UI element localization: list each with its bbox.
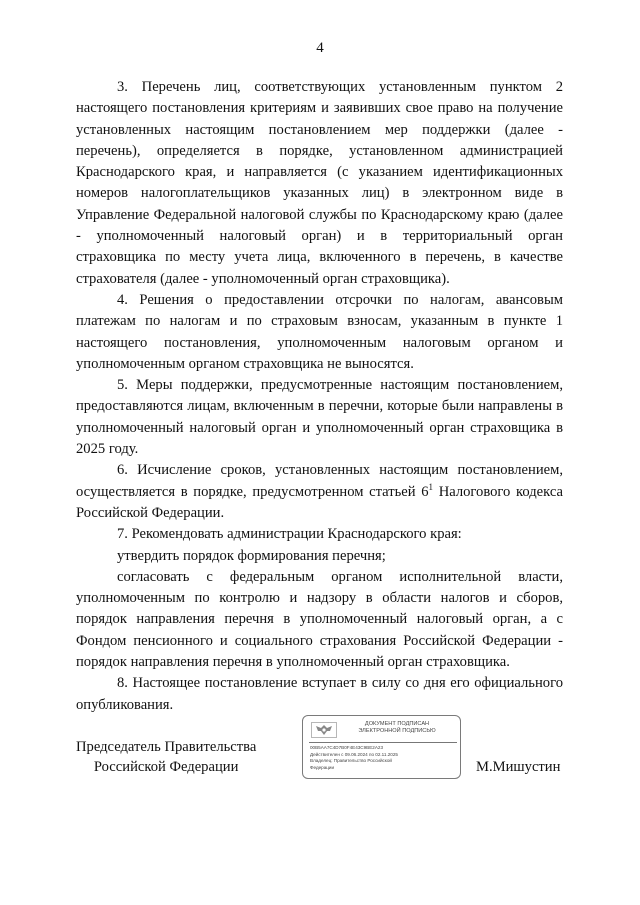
- stamp-owner-line-2: Федерации: [310, 764, 335, 770]
- paragraph-7: 7. Рекомендовать администрации Краснодарского края:: [117, 526, 462, 543]
- stamp-divider: [309, 742, 457, 743]
- stamp-title: [341, 721, 453, 735]
- stamp-details: [310, 745, 398, 771]
- signer-name: М.Мишустин: [476, 759, 561, 775]
- stamp-certificate: 00B5AA7C4D7B0F4E43C9BE2A23: [310, 745, 384, 750]
- document-body: [76, 77, 563, 716]
- signer-title-line-2: Российской Федерации: [93, 759, 239, 775]
- paragraph-6-text: 6. Исчисление сроков, установленных настоящим постановлением, осуществляется в порядке, предусмотренном статьей 6: [76, 462, 563, 500]
- paragraph-6-tail: Налогового кодекса Российской Федерации.: [76, 483, 563, 521]
- signer-title-line-1: Председатель Правительства: [76, 739, 257, 755]
- paragraph-7-item-1: утвердить порядок формирования перечня;: [117, 547, 386, 564]
- paragraph-4: 4. Решения о предоставлении отсрочки по налогам, авансовым платежам по налогам и по страховым взносам, указанным в пункте 1 настоящего постановления, уполномоченным налоговым органом и уполномоченным органом страховщика не выносятся.: [76, 291, 563, 372]
- paragraph-3: 3. Перечень лиц, соответствующих установленным пунктом 2 настоящего постановления критериям и заявивших свое право на получение установленных настоящим постановлением мер поддержки (далее - перечень), определяется в порядке, установленном администрацией Краснодарского края, и направляется (с указанием идентификационных номеров налогоплательщиков указанных лиц) в электронном виде в Управление Федеральной налоговой службы по Краснодарскому краю (далее - уполномоченный налоговый орган) и в территориальный орган страховщика по месту учета лица, включенного в перечень, в качестве страхователя (далее - уполномоченный орган страховщика).: [76, 79, 563, 287]
- page-number: 4: [316, 40, 324, 56]
- stamp-title-line-1: ДОКУМЕНТ ПОДПИСАН: [364, 721, 430, 727]
- paragraph-6: [76, 460, 563, 524]
- stamp-owner-line-1: Владелец: Правительство Российской: [310, 758, 392, 764]
- article-superscript: 1: [428, 481, 434, 492]
- double-headed-eagle-emblem-icon: [311, 722, 337, 738]
- paragraph-7-item-2: согласовать с федеральным органом исполнительной власти, уполномоченным по контролю и надзору в области налогов и сборов, порядок направления перечня в уполномоченный налоговый орган, а с Фондом пенсионного и социального страхования Российской Федерации - порядок направления перечня в уполномоченный орган страховщика.: [76, 568, 563, 671]
- stamp-title-line-2: ЭЛЕКТРОННОЙ ПОДПИСЬЮ: [358, 728, 436, 734]
- electronic-signature-stamp: [302, 715, 461, 779]
- paragraph-5: 5. Меры поддержки, предусмотренные настоящим постановлением, предоставляются лицам, включенным в перечни, которые были направлены в уполномоченный налоговый орган и уполномоченный орган страховщика в 2025 году.: [76, 377, 563, 458]
- stamp-validity: Действителен с 09.06.2024 по 02.11.2025: [310, 751, 398, 757]
- signer-title: [76, 737, 256, 777]
- paragraph-8: 8. Настоящее постановление вступает в силу со дня его официального опубликования.: [76, 675, 563, 713]
